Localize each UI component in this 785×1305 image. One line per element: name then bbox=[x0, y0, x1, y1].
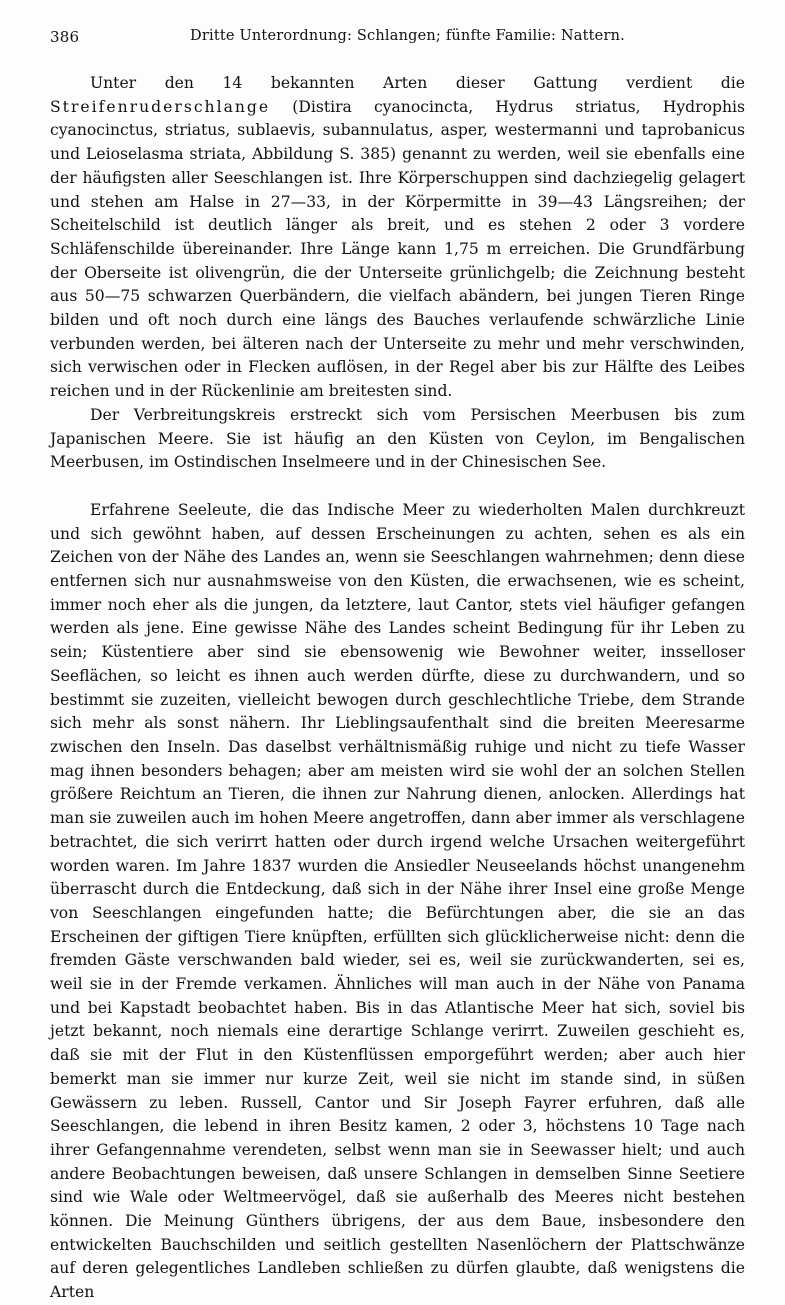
paragraph-species-description bbox=[50, 72, 745, 404]
paragraph-text: (Distira cyanocincta, Hydrus striatus, Hydrophis cyanocinctus, striatus, sublaevis, subannulatus, asper, westermanni und taprobanicus und Leioselasma striata, Abbildung S. 385) genannt zu werden, weil sie ebenfalls eine der häufigsten aller Seeschlangen ist. Ihre Körperschuppen sind dachziegelig gelagert und stehen am Halse in 27—33, in der Körpermitte in 39—43 Längsreihen; der Scheitelschild ist deutlich länger als breit, und es stehen 2 oder 3 vordere Schläfenschilde übereinander. Ihre Länge kann 1,75 m erreichen. Die Grundfärbung der Oberseite ist olivengrün, die der Unterseite grünlichgelb; die Zeichnung besteht aus 50—75 schwarzen Querbändern, die vielfach abändern, bei jungen Tieren Ringe bilden und oft noch durch eine längs des Bauches verlaufende schwärzliche Linie verbunden werden, bei älteren nach der Unterseite zu mehr und mehr verschwinden, sich verwischen oder in Flecken auflösen, in der Regel aber bis zur Hälfte des Leibes reichen und in der Rückenlinie am breitesten sind. bbox=[50, 97, 745, 401]
species-name-spaced: Streifenruderschlange bbox=[50, 97, 271, 116]
page-header bbox=[50, 28, 745, 54]
paragraph-behavior: Erfahrene Seeleute, die das Indische Meer zu wiederholten Malen durchkreuzt und sich gewöhnt haben, auf dessen Erscheinungen zu achten, sehen es als ein Zeichen von der Nähe des Landes an, wenn sie Seeschlangen wahrnehmen; denn diese entfernen sich nur ausnahmsweise von den Küsten, die erwachsenen, wie es scheint, immer noch eher als die jungen, da letztere, laut Cantor, stets viel häufiger gefangen werden als jene. Eine gewisse Nähe des Landes scheint Bedingung für ihr Leben zu sein; Küstentiere aber sind sie ebensowenig wie Bewohner weiter, insselloser Seeflächen, so leicht es ihnen auch werden dürfte, diese zu durchwandern, und so bestimmt sie zuzeiten, vielleicht bewogen durch geschlechtliche Triebe, dem Strande sich mehr als sonst nähern. Ihr Lieblingsaufenthalt sind die breiten Meeresarme zwischen den Inseln. Das daselbst verhältnismäßig ruhige und nicht zu tiefe Wasser mag ihnen besonders behagen; aber am meisten wird sie wohl der an solchen Stellen größere Reichtum an Tieren, die ihnen zur Nahrung dienen, anlocken. Allerdings hat man sie zuweilen auch im hohen Meere angetroffen, dann aber immer als verschlagene betrachtet, die sich verirrt hatten oder durch irgend welche Ursachen weitergeführt worden waren. Im Jahre 1837 wurden die Ansiedler Neuseelands höchst unangenehm überrascht durch die Entdeckung, daß sich in der Nähe ihrer Insel eine große Menge von Seeschlangen eingefunden hatte; die Befürchtungen aber, die sie an das Erscheinen der giftigen Tiere knüpften, erfüllten sich glücklicherweise nicht: denn die fremden Gäste verschwanden bald wieder, sei es, weil sie zurückwanderten, sei es, weil sie in der Fremde verkamen. Ähnliches will man auch in der Nähe von Panama und bei Kapstadt beobachtet haben. Bis in das Atlantische Meer hat sich, soviel bis jetzt bekannt, noch niemals eine derartige Schlange verirrt. Zuweilen geschieht es, daß sie mit der Flut in den Küstenflüssen emporgeführt werden; aber auch hier bemerkt man sie immer nur kurze Zeit, weil sie nicht im stande sind, in süßen Gewässern zu leben. Russell, Cantor und Sir Joseph Fayrer erfuhren, daß alle Seeschlangen, die lebend in ihren Besitz kamen, 2 oder 3, höchstens 10 Tage nach ihrer Gefangennahme verendeten, selbst wenn man sie in Seewasser hielt; und auch andere Beobachtungen beweisen, daß unsere Schlangen in demselben Sinne Seetiere sind wie Wale oder Weltmeervögel, daß sie außerhalb des Meeres nicht bestehen können. Die Meinung Günthers übrigens, der aus dem Baue, insbesondere den entwickelten Bauchschilden und seitlich gestellten Nasenlöchern der Plattschwänze auf deren gelegentliches Landleben schließen zu dürfen glaubte, daß wenigstens die Arten bbox=[50, 500, 745, 1302]
paragraph-distribution: Der Verbreitungskreis erstreckt sich vom Persischen Meerbusen bis zum Japanischen Meere. Sie ist häufig an den Küsten von Ceylon, im Bengalischen Meerbusen, im Ostindischen Inselmeere und in der Chinesischen See. bbox=[50, 405, 745, 472]
page-number: 386 bbox=[50, 28, 80, 46]
running-head: Dritte Unterordnung: Schlangen; fünfte Familie: Nattern. bbox=[190, 28, 625, 44]
paragraph-text: Unter den 14 bekannten Arten dieser Gattung verdient die bbox=[90, 74, 745, 92]
